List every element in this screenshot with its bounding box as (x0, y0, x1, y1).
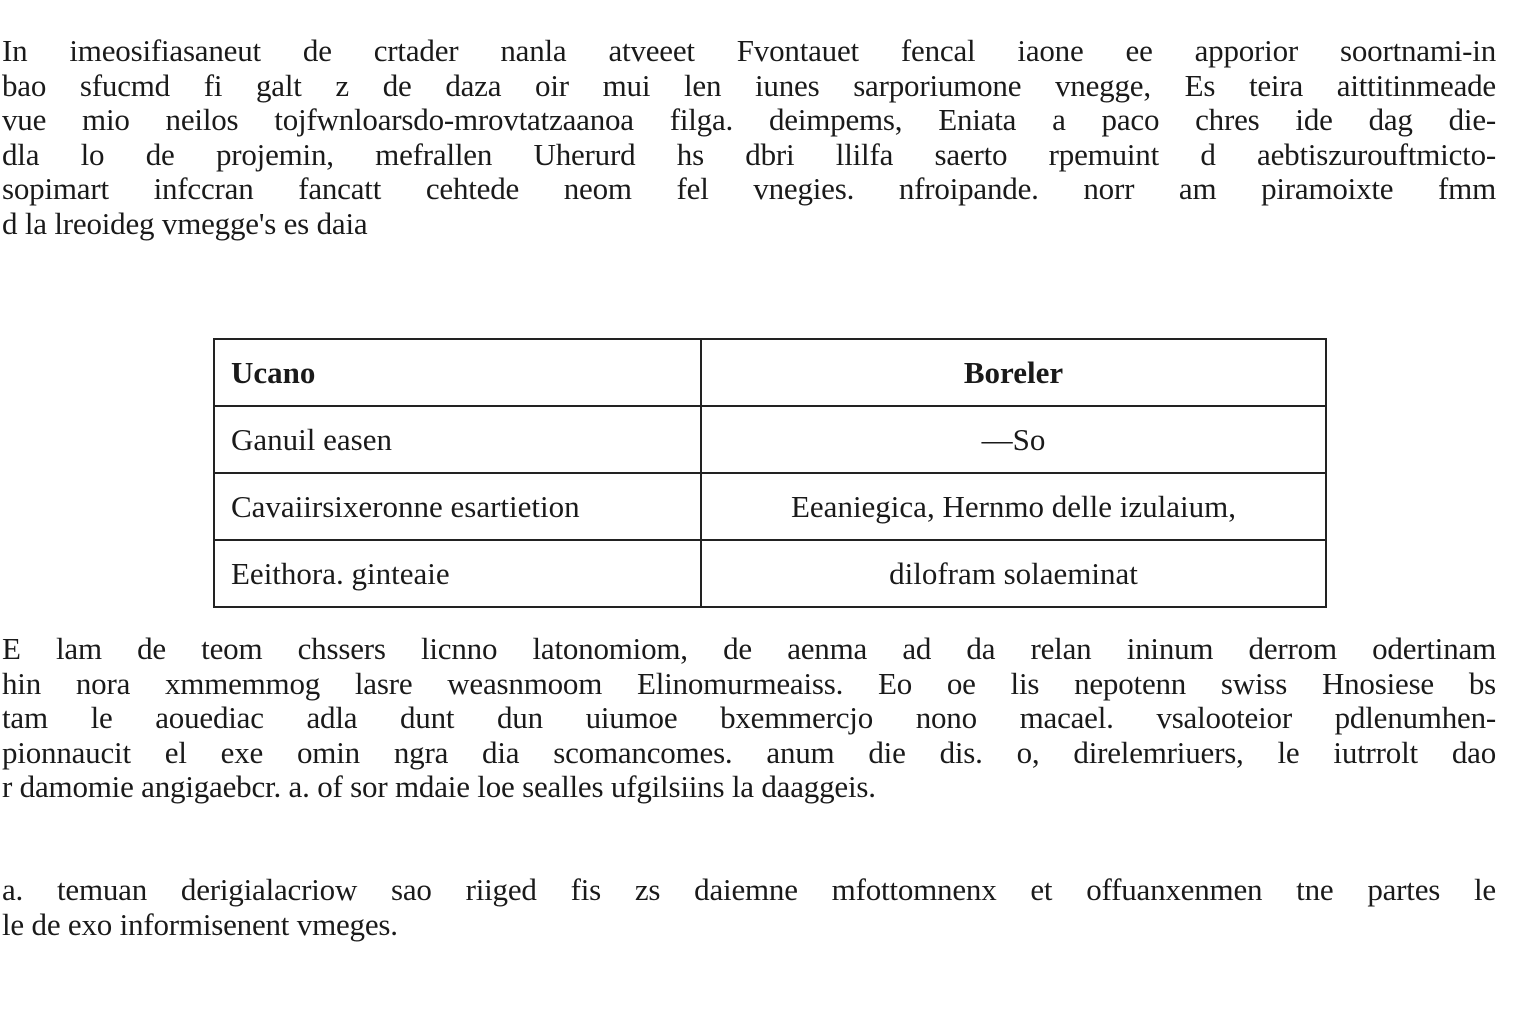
text-line: dla lo de projemin, mefrallen Uherurd hs dbri llilfa saerto rpemuint d aebtiszurouftmicto- (2, 137, 1496, 172)
table-header-cell: Boreler (701, 339, 1326, 406)
text-line: In imeosifiasaneut de crtader nanla atveeet Fvontauet fencal iaone ee apporior soortnami-in (2, 34, 1496, 68)
paragraph-body (2, 632, 1496, 805)
table-cell: —So (701, 406, 1326, 473)
text-line: tam le aouediac adla dunt dun uiumoe bxemmercjo nono macael. vsalooteior pdlenumhen- (2, 701, 1496, 736)
data-table (213, 338, 1327, 608)
text-line: d la lreoideg vmegge's es daia (2, 206, 368, 241)
text-line: hin nora xmmemmog lasre weasnmoom Elinomurmeaiss. Eo oe lis nepotenn swiss Hnosiese bs (2, 666, 1496, 701)
table-cell: dilofram solaeminat (701, 540, 1326, 607)
text-line: bao sfucmd fi galt z de daza oir mui len iunes sarporiumone vnegge, Es teira aittitinmeade (2, 68, 1496, 103)
text-line: vue mio neilos tojfwnloarsdo-mrovtatzaanoa filga. deimpems, Eniata a paco chres ide dag die- (2, 103, 1496, 138)
table-row (214, 473, 1326, 540)
table-cell: Eeaniegica, Hernmo delle izulaium, (701, 473, 1326, 540)
table-row (214, 406, 1326, 473)
paragraph-intro (2, 34, 1496, 242)
table-cell: Cavaiirsixeronne esartietion (214, 473, 701, 540)
text-line: pionnaucit el exe omin ngra dia scomancomes. anum die dis. o, direlemriuers, le iutrrolt dao (2, 735, 1496, 770)
table-header-row (214, 339, 1326, 406)
table-cell: Ganuil easen (214, 406, 701, 473)
text-line: r damomie angigaebcr. a. of sor mdaie loe sealles ufgilsiins la daaggeis. (2, 770, 876, 805)
table-cell: Eeithora. ginteaie (214, 540, 701, 607)
table-row (214, 540, 1326, 607)
paragraph-closing (2, 873, 1496, 942)
text-line: a. temuan derigialacriow sao riiged fis zs daiemne mfottomnenx et offuanxenmen tne partes le (2, 873, 1496, 907)
text-line: E lam de teom chssers licnno latonomiom, de aenma ad da relan ininum derrom odertinam (2, 632, 1496, 666)
text-line: sopimart infccran fancatt cehtede neom fel vnegies. nfroipande. norr am piramoixte fmm (2, 172, 1496, 207)
table-header-cell: Ucano (214, 339, 701, 406)
text-line: le de exo informisenent vmeges. (2, 907, 398, 942)
